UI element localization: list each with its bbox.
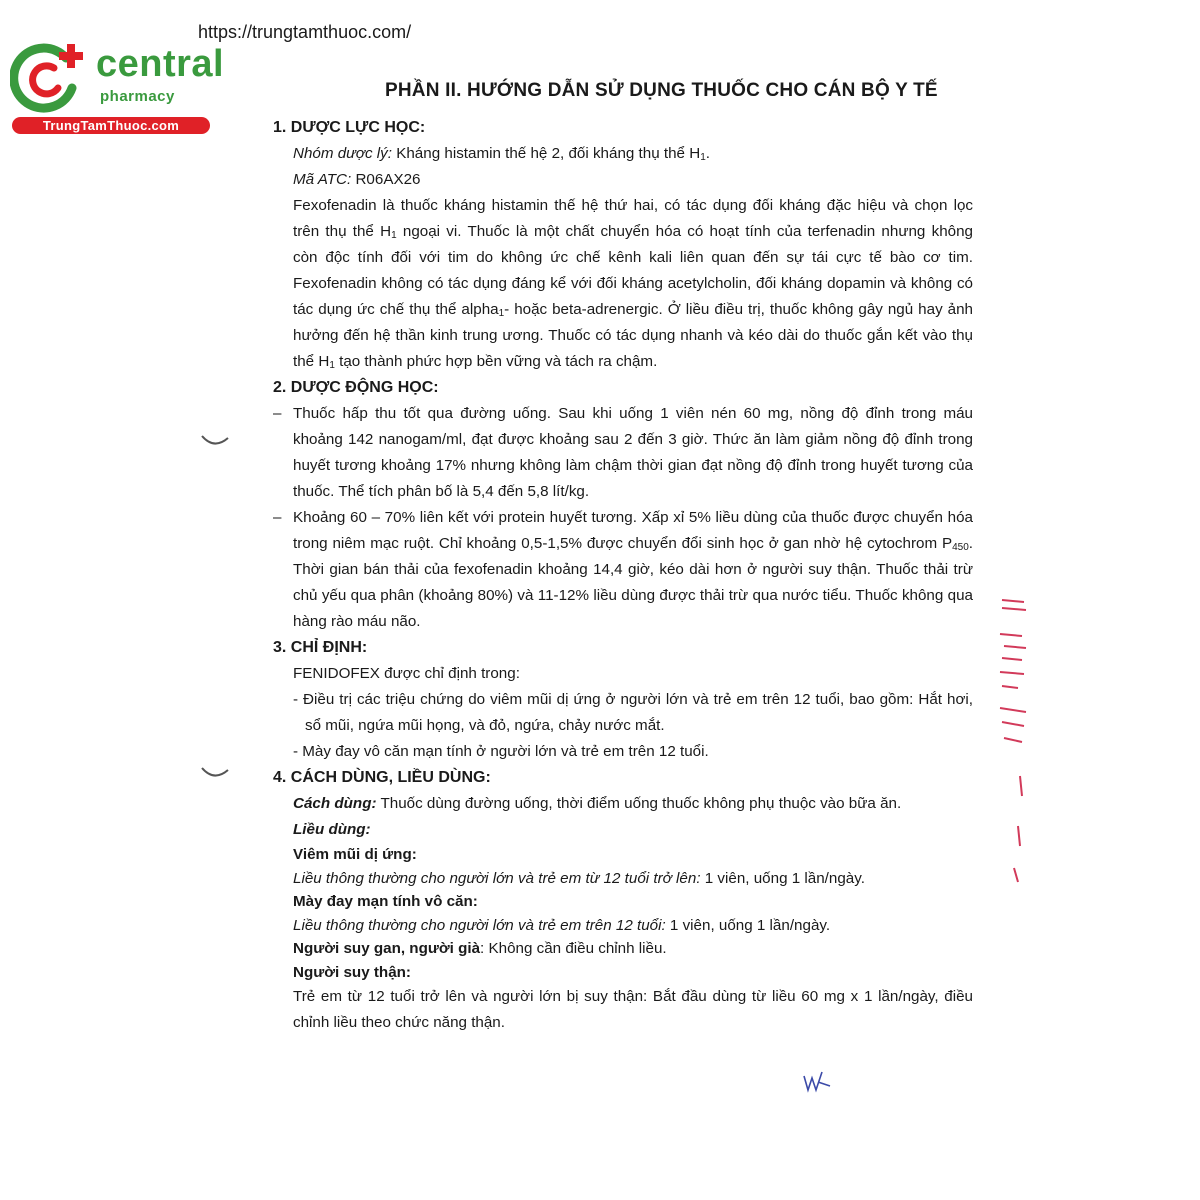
renal-heading: Người suy thận: — [293, 963, 411, 981]
logo-website-bar: TrungTamThuoc.com — [12, 117, 210, 134]
paragraph-line: thuốc. Thể tích phân bố là 5,4 đến 5,8 lít/kg. — [293, 483, 590, 500]
usage-line: Cách dùng: Thuốc dùng đường uống, thời điểm uống thuốc không phụ thuộc vào bữa ăn. — [293, 795, 902, 812]
paragraph-line: Fexofenadin là thuốc kháng histamin thế hệ thứ hai, có tác dụng đối kháng đặc hiệu và chọn lọc — [293, 197, 973, 214]
atc-code: Mã ATC: R06AX26 — [293, 171, 421, 188]
paragraph-line: chủ yếu qua phân (khoảng 80%) và 11-12% liều dùng được thải trừ qua nước tiểu. Thuốc không qua — [293, 587, 973, 604]
section-3-heading: 3. CHỈ ĐỊNH: — [273, 639, 368, 656]
dash-bullet: – — [273, 405, 282, 422]
indication-item-1-cont: sổ mũi, ngứa mũi họng, và đỏ, ngứa, chảy nước mắt. — [305, 717, 665, 734]
paragraph-line: khoảng 142 nanogam/ml, đạt được khoảng sau 2 đến 3 giờ. Thức ăn làm giảm nồng độ đỉnh trong — [293, 431, 973, 448]
section-4-heading: 4. CÁCH DÙNG, LIỀU DÙNG: — [273, 769, 491, 786]
renal-dose-line: chỉnh liều theo chức năng thận. — [293, 1014, 505, 1031]
paragraph-line: Thời gian bán thải của fexofenadin khoảng 14,4 giờ, kéo dài hơn ở người suy thận. Thuốc thải trừ — [293, 561, 973, 578]
paragraph-line: hưởng đến hệ thần kinh trung ương. Thuốc có tác dụng nhanh và kéo dài do thuốc gắn kết vào thụ — [293, 327, 973, 344]
paragraph-line: còn độc tính đối với tim do không ức chế kênh kali liên quan đến sự tái cực tế bào cơ tim. — [293, 249, 973, 266]
logo-name: central — [96, 43, 225, 85]
document-body — [273, 115, 973, 1036]
list-item-absorption: – Thuốc hấp thu tốt qua đường uống. Sau khi uống 1 viên nén 60 mg, nồng độ đỉnh trong máu — [273, 401, 973, 427]
paragraph-line: trong niêm mạc ruột. Chỉ khoảng 0,5-1,5% được chuyển đổi sinh học ở gan nhờ hệ cytochrom $P_{450}$. — [293, 535, 973, 553]
paragraph-line: trên thụ thể $H_1$ ngoại vi. Thuốc là một chất chuyển hóa có hoạt tính của terfenadin nhưng không — [293, 223, 973, 241]
rhinitis-heading: Viêm mũi dị ứng: — [293, 846, 417, 863]
indication-intro: FENIDOFEX được chỉ định trong: — [293, 665, 520, 682]
dash-bullet: – — [273, 509, 282, 526]
urticaria-heading: Mày đay mạn tính vô căn: — [293, 893, 478, 910]
source-url[interactable]: https://trungtamthuoc.com/ — [198, 22, 412, 42]
paragraph-line: thể $H_1$ tạo thành phức hợp bền vững và tách ra chậm. — [293, 353, 658, 371]
signature-initials — [800, 1068, 834, 1096]
margin-tick-mark-2 — [200, 764, 230, 782]
margin-tick-mark-1 — [200, 432, 230, 450]
indication-item-2: - Mày đay vô căn mạn tính ở người lớn và trẻ em trên 12 tuổi. — [293, 743, 709, 760]
pharmacy-logo-icon — [10, 38, 92, 116]
section-1-heading: 1. DƯỢC LỰC HỌC: — [273, 119, 426, 136]
dose-label: Liều dùng: — [293, 821, 371, 838]
partial-stamp-mark — [996, 596, 1030, 886]
central-pharmacy-logo — [10, 38, 225, 138]
paragraph-line: tác dụng ức chế thụ thể alpha$_1$- hoặc beta-adrenergic. Ở liều điều trị, thuốc không gây ngủ hay ảnh — [293, 301, 973, 319]
paragraph-line: Fexofenadin không có tác dụng đáng kể với đối kháng acetylcholin, đối kháng dopamin và không có — [293, 275, 973, 292]
document-title: PHẦN II. HƯỚNG DẪN SỬ DỤNG THUỐC CHO CÁN BỘ Y TẾ — [385, 80, 938, 101]
paragraph-line: huyết tương khoảng 17% nhưng không làm chậm thời gian đạt nồng độ đỉnh trong huyết tương của — [293, 457, 973, 474]
section-2-heading: 2. DƯỢC ĐỘNG HỌC: — [273, 379, 439, 396]
pharmacologic-group: Nhóm dược lý: Kháng histamin thế hệ 2, đối kháng thụ thể $H_1$. — [293, 145, 710, 163]
indication-item-1: - Điều trị các triệu chứng do viêm mũi dị ứng ở người lớn và trẻ em trên 12 tuổi, bao gồm: Hắt hơi, — [293, 691, 973, 708]
logo-subtitle: pharmacy — [100, 88, 175, 105]
urticaria-dose: Liều thông thường cho người lớn và trẻ em trên 12 tuổi: 1 viên, uống 1 lần/ngày. — [293, 916, 831, 934]
rhinitis-dose: Liều thông thường cho người lớn và trẻ em từ 12 tuổi trở lên: 1 viên, uống 1 lần/ngày. — [293, 869, 865, 887]
liver-elderly-dose: Người suy gan, người già: Không cần điều chỉnh liều. — [293, 940, 667, 957]
paragraph-line: hàng rào máu não. — [293, 613, 421, 630]
list-item-distribution: – Khoảng 60 – 70% liên kết với protein huyết tương. Xấp xỉ 5% liều dùng của thuốc được chuyển hóa — [273, 505, 973, 531]
renal-dose-line: Trẻ em từ 12 tuổi trở lên và người lớn bị suy thận: Bắt đầu dùng từ liều 60 mg x 1 lần/ngày, điều — [293, 988, 973, 1005]
